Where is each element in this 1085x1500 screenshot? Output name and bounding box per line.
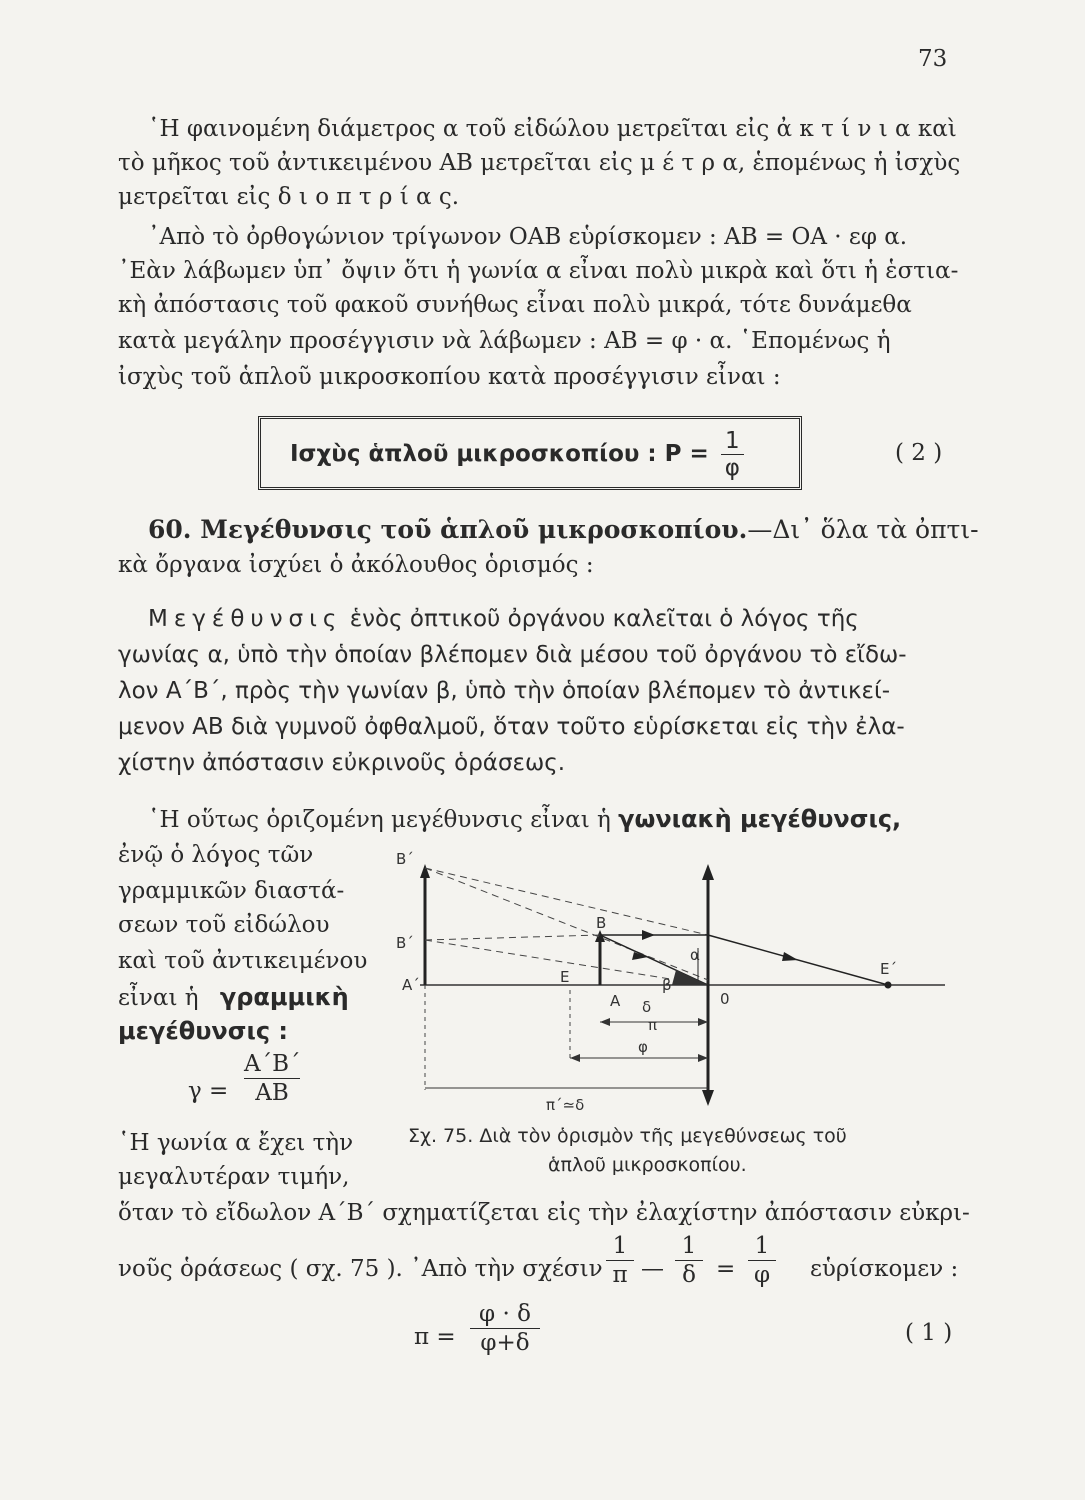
section-title: 60. Μεγέθυνσις τοῦ ἁπλοῦ μικροσκοπίου. xyxy=(148,515,748,544)
definition-term: Μεγέθυνσις xyxy=(148,606,343,632)
figure-caption: ἁπλοῦ μικροσκοπίου. xyxy=(548,1154,747,1176)
relation-fraction-3 xyxy=(748,1232,776,1289)
definition-rest: ἑνὸς ὀπτικοῦ ὀργάνου καλεῖται ὁ λόγος τῆς xyxy=(342,606,859,632)
final-formula-lhs: π = xyxy=(414,1324,456,1350)
text-line: ἰσχὺς τοῦ ἁπλοῦ μικροσκοπίου κατὰ προσέγγισιν εἶναι : xyxy=(118,364,781,390)
label-o: 0 xyxy=(720,990,730,1008)
linear-formula-lhs: γ = xyxy=(188,1078,229,1104)
image-arrow-icon xyxy=(420,864,430,878)
angular-line xyxy=(148,804,901,835)
text-line: ᾿Εὰν λάβωμεν ὑπ᾿ ὄψιν ὅτι ἡ γωνία α εἶναι πολὺ μικρὰ καὶ ὅτι ἡ ἑστια- xyxy=(118,258,959,284)
text-line: νοῦς ὁράσεως ( σχ. 75 ). ᾿Απὸ τὴν σχέσιν xyxy=(118,1256,603,1282)
minus-sign: — xyxy=(641,1256,664,1282)
lens-arrow-bottom-icon xyxy=(702,1090,714,1106)
definition-line: λον Α΄Β΄, πρὸς τὴν γωνίαν β, ὑπὸ τὴν ὁποίαν βλέπομεν τὸ ἀντικεί- xyxy=(118,678,891,704)
section-heading xyxy=(148,515,979,545)
focal-point-e-prime xyxy=(885,982,892,989)
left-col-line: σεων τοῦ εἰδώλου xyxy=(118,912,330,938)
dimension-arrow-icon xyxy=(600,1018,610,1026)
fraction-denominator: φ xyxy=(753,1262,771,1288)
text-line: ὅταν τὸ εἴδωλον Α΄Β΄ σχηματίζεται εἰς τὴν ἐλαχίστην ἀπόστασιν εὐκρι- xyxy=(118,1200,970,1226)
page-number: 73 xyxy=(918,46,948,72)
label-delta: δ xyxy=(642,998,652,1016)
left-col-line: ῾Η γωνία α ἔχει τὴν xyxy=(118,1130,354,1156)
left-col-text: εἶναι ἡ xyxy=(118,985,199,1011)
final-formula-fraction xyxy=(470,1300,540,1357)
fraction-numerator: 1 xyxy=(606,1232,634,1261)
ray-arrow-icon xyxy=(782,952,798,961)
section-title-rest: —Δι᾿ ὅλα τὰ ὀπτι- xyxy=(747,515,979,544)
boxed-formula xyxy=(290,428,748,481)
text-line: κατὰ μεγάλην προσέγγισιν νὰ λάβωμεν : ΑΒ = φ · α. ῾Επομένως ἡ xyxy=(118,328,891,354)
definition-line xyxy=(148,604,859,634)
lens-arrow-top-icon xyxy=(702,864,714,880)
label-a: A xyxy=(610,992,621,1010)
figure-75-diagram xyxy=(380,840,960,1120)
label-b: B xyxy=(596,914,607,932)
equation-number: ( 2 ) xyxy=(895,440,943,466)
left-col-line xyxy=(118,982,349,1013)
fraction-denominator: δ xyxy=(682,1262,696,1288)
text-line: ῾Η φαινομένη διάμετρος α τοῦ εἰδώλου μετρεῖται εἰς ἀ κ τ ί ν ι α καὶ xyxy=(148,116,957,142)
left-col-line: ἐνῷ ὁ λόγος τῶν xyxy=(118,842,314,868)
angle-shading xyxy=(672,970,708,985)
dimension-arrow-icon xyxy=(570,1054,580,1062)
linear-formula-numerator: Α΄Β΄ xyxy=(244,1051,301,1077)
text-line: κὴ ἀπόστασις τοῦ φακοῦ συνήθως εἶναι πολὺ μικρά, τότε δυνάμεθα xyxy=(118,292,912,318)
definition-line: μενον ΑΒ διὰ γυμνοῦ ὀφθαλμοῦ, ὅταν τοῦτο εὑρίσκεται εἰς τὴν ἐλα- xyxy=(118,714,905,740)
text-line: εὑρίσκομεν : xyxy=(810,1256,959,1282)
boxed-formula-numerator: 1 xyxy=(721,428,744,455)
left-col-line: μεγαλυτέραν τιμήν, xyxy=(118,1164,350,1190)
text-line: τὸ μῆκος τοῦ ἀντικειμένου ΑΒ μετρεῖται εἰς μ έ τ ρ α, ἑπομένως ἡ ἰσχὺς xyxy=(118,150,961,176)
label-beta: β xyxy=(662,976,672,994)
boxed-formula-label: Ισχὺς ἁπλοῦ μικροσκοπίου : P = xyxy=(290,441,709,467)
linear-term: γραμμικὴ xyxy=(219,983,349,1011)
label-alpha: α xyxy=(690,946,700,964)
label-e: E xyxy=(560,968,570,986)
dashed-ray xyxy=(425,868,708,980)
definition-line: χίστην ἀπόστασιν εὐκρινοῦς ὁράσεως. xyxy=(118,750,566,776)
dashed-ray xyxy=(425,868,708,935)
label-pi-prime: π΄≃δ xyxy=(546,1096,585,1114)
left-col-line: γραμμικῶν διαστά- xyxy=(118,878,345,904)
label-e-prime: E΄ xyxy=(880,960,897,978)
ray-arrow-icon xyxy=(642,930,655,940)
text-line: ᾿Απὸ τὸ ὀρθογώνιον τρίγωνον ΟΑΒ εὑρίσκομεν : ΑΒ = ΟΑ · εφ α. xyxy=(148,224,908,250)
fraction-denominator: π xyxy=(612,1262,628,1288)
text-line: μετρεῖται εἰς δ ι ο π τ ρ ί α ς. xyxy=(118,184,460,210)
definition-line: γωνίας α, ὑπὸ τὴν ὁποίαν βλέπομεν διὰ μέσου τοῦ ὀργάνου τὸ εἴδω- xyxy=(118,642,907,668)
label-phi: φ xyxy=(638,1038,648,1056)
figure-caption: Σχ. 75. Διὰ τὸν ὁρισμὸν τῆς μεγεθύνσεως τοῦ xyxy=(408,1125,847,1147)
linear-formula-fraction xyxy=(244,1050,300,1107)
label-a-prime: A΄ xyxy=(402,976,420,994)
linear-formula-denominator: ΑΒ xyxy=(255,1080,289,1106)
label-b-prime-mid: B΄ xyxy=(396,934,414,952)
boxed-formula-denominator: φ xyxy=(724,455,740,481)
fraction-numerator: φ · δ xyxy=(470,1300,540,1329)
equals-sign: = xyxy=(716,1256,736,1282)
label-b-prime-top: B΄ xyxy=(396,850,414,868)
equation-number: ( 1 ) xyxy=(905,1320,953,1346)
angular-term: γωνιακὴ μεγέθυνσις, xyxy=(618,805,902,833)
fraction-denominator: φ+δ xyxy=(480,1330,530,1356)
dashed-ray xyxy=(425,935,600,940)
relation-fraction-2 xyxy=(675,1232,703,1289)
angular-text: ῾Η οὕτως ὁριζομένη μεγέθυνσις εἶναι ἡ xyxy=(148,807,619,833)
label-pi: π xyxy=(648,1016,658,1034)
linear-term-2: μεγέθυνσις : xyxy=(118,1017,288,1045)
text-line: κὰ ὄργανα ἰσχύει ὁ ἀκόλουθος ὁρισμός : xyxy=(118,552,594,578)
relation-fraction-1 xyxy=(606,1232,634,1289)
left-col-line: καὶ τοῦ ἀντικειμένου xyxy=(118,948,368,974)
fraction-numerator: 1 xyxy=(675,1232,703,1261)
fraction-numerator: 1 xyxy=(748,1232,776,1261)
